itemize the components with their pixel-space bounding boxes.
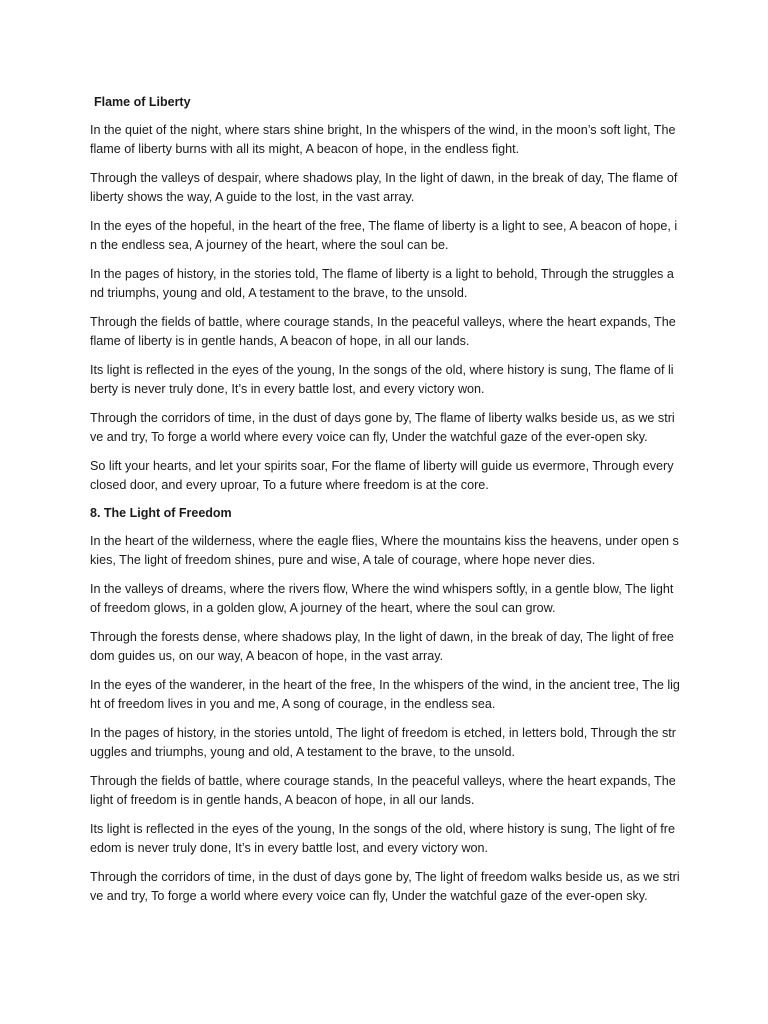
paragraph: Through the fields of battle, where courage stands, In the peaceful valleys, where the heart expands, The light of freedom is in gentle hands, A beacon of hope, in all our lands. — [90, 774, 676, 807]
document-page — [90, 94, 680, 916]
paragraph: Through the fields of battle, where courage stands, In the peaceful valleys, where the heart expands, The flame of liberty is in gentle hands, A beacon of hope, in all our lands. — [90, 315, 676, 348]
paragraph: Through the corridors of time, in the dust of days gone by, The light of freedom walks beside us, as we strive and try, To forge a world where every voice can fly, Under the watchful gaze of the ever-open sky. — [90, 870, 680, 903]
paragraph: In the eyes of the wanderer, in the heart of the free, In the whispers of the wind, in the ancient tree, The light of freedom lives in you and me, A song of courage, in the endless sea. — [90, 678, 680, 711]
paragraph: In the pages of history, in the stories untold, The light of freedom is etched, in letters bold, Through the struggles and triumphs, young and old, A testament to the brave, to the unsold. — [90, 726, 676, 759]
paragraph: Through the corridors of time, in the dust of days gone by, The flame of liberty walks beside us, as we strive and try, To forge a world where every voice can fly, Under the watchful gaze of the ever-open sky. — [90, 411, 675, 444]
section-title: 8. The Light of Freedom — [90, 506, 232, 520]
section-title: Flame of Liberty — [94, 95, 191, 109]
paragraph: Its light is reflected in the eyes of the young, In the songs of the old, where history is sung, The flame of liberty is never truly done, It’s in every battle lost, and every victory won. — [90, 363, 674, 396]
paragraph: Its light is reflected in the eyes of the young, In the songs of the old, where history is sung, The light of freedom is never truly done, It’s in every battle lost, and every victory won. — [90, 822, 676, 855]
paragraph: In the heart of the wilderness, where the eagle flies, Where the mountains kiss the heavens, under open skies, The light of freedom shines, pure and wise, A tale of courage, where hope never dies. — [90, 534, 679, 567]
paragraph: In the valleys of dreams, where the rivers flow, Where the wind whispers softly, in a gentle blow, The light of freedom glows, in a golden glow, A journey of the heart, where the soul can grow. — [90, 582, 674, 615]
paragraph: So lift your hearts, and let your spirits soar, For the flame of liberty will guide us evermore, Through every closed door, and every uproar, To a future where freedom is at the core. — [90, 459, 674, 492]
paragraph: In the pages of history, in the stories told, The flame of liberty is a light to behold, Through the struggles and triumphs, young and old, A testament to the brave, to the unsold. — [90, 267, 674, 300]
paragraph: Through the valleys of despair, where shadows play, In the light of dawn, in the break of day, The flame of liberty shows the way, A guide to the lost, in the vast array. — [90, 171, 678, 204]
paragraph: In the quiet of the night, where stars shine bright, In the whispers of the wind, in the moon’s soft light, The flame of liberty burns with all its might, A beacon of hope, in the endless fight. — [90, 123, 676, 156]
paragraph: Through the forests dense, where shadows play, In the light of dawn, in the break of day, The light of freedom guides us, on our way, A beacon of hope, in the vast array. — [90, 630, 674, 663]
paragraph: In the eyes of the hopeful, in the heart of the free, The flame of liberty is a light to see, A beacon of hope, in the endless sea, A journey of the heart, where the soul can be. — [90, 219, 678, 252]
